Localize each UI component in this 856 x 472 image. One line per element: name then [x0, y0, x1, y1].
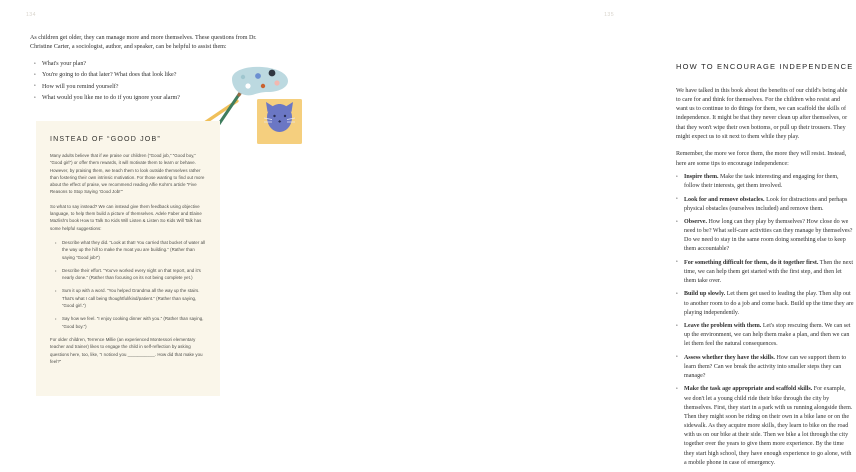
tip-text: How can we support them to learn them? Can we break the activity into smaller steps they can manage? — [684, 354, 847, 380]
list-item: • How will you remind yourself? — [34, 82, 239, 93]
page-number-right: 135 — [604, 12, 614, 18]
intro-paragraph: As children get older, they can manage more and more themselves. These questions from Dr. Christine Carter, a sociologist, author, and speaker, can be helpful to assist them: — [30, 35, 257, 51]
callout-paragraph: So what to say instead? We can instead give them feedback using objective language, to help them build a picture of themselves. Adele Faber and Elaine Mazlish's book How to Talk So Kids Will Listen & Listen So Kids Will Talk has some helpful suggestions: — [50, 203, 202, 231]
section-title: HOW TO ENCOURAGE INDEPENDENCE — [676, 62, 854, 71]
section-intro — [676, 87, 852, 177]
list-item: • Say how we feel. “I enjoy cooking dinner with you.” (Rather than saying, “Good boy.”) — [57, 315, 206, 330]
list-item — [676, 354, 854, 381]
intro-paragraph: We have talked in this book about the benefits of our child's being able to care for and think for themselves. For the children who resist and want us to continue to do things for them, we can scaffold the skills of independence. It might be that they never clean up after themselves, or that they won't wipe their own bottoms, or pull up their trousers. They might expect us to sit next to them while they play. — [676, 88, 848, 140]
left-page — [0, 0, 320, 452]
tip-text: How long can they play by themselves? How close do we need to be? What self-care activities can they manage by themselves? Do we need to stay in the same room doing something else to keep them accountable? — [684, 219, 853, 253]
tip-lead: Assess whether they have the skills. — [684, 354, 775, 361]
list-item — [676, 322, 854, 349]
tip-text: Look for distractions and perhaps physical obstacles (ourselves included) and remove them. — [684, 196, 848, 212]
tip-lead: Observe. — [684, 219, 708, 225]
list-item — [676, 173, 854, 191]
list-item — [676, 218, 854, 255]
list-item: • What's your plan? — [34, 59, 239, 70]
list-item — [676, 196, 854, 214]
tip-text: Let them get used to leading the play. Then slip out to another room to do a job and come back. Build up the time they are playing independently. — [684, 291, 854, 316]
tip-text: For example, we don't let a young child ride their bike through the city by themselves. First, they start in a park with us running alongside them. Then they might soon be riding on their own in a bike lane or on the sidewalk. As they acquire more skills, they learn to bike on the road with us on our bike at their side. Then we bike a lot through the city together over the years to give them more experience. By the time they start high school, they have enough experience to go alone, with a mobile phone in case of emergency. — [684, 386, 853, 466]
tip-text: Then the next time, we can help them get started with the first step, and then let them take over. — [684, 259, 854, 285]
tip-lead: Leave the problem with them. — [684, 323, 762, 330]
right-page — [320, 0, 854, 466]
tip-text: Let's stop rescuing them. We can set up the environment, we can help them make a plan, and then we can let them feel the natural consequences. — [684, 323, 851, 348]
tip-lead: For something difficult for them, do it together first. — [684, 259, 819, 266]
callout-bullet-list — [50, 239, 206, 330]
paint-palette-icon — [232, 67, 288, 95]
tip-lead: Make the task age appropriate and scaffold skills. — [684, 386, 813, 393]
page-number-left: 134 — [26, 12, 36, 18]
tip-text: Make the task interesting and engaging for them, follow their interests, get them involved. — [684, 174, 839, 190]
list-item — [676, 385, 854, 467]
tip-lead: Build up slowly. — [684, 291, 726, 298]
tip-lead: Inspire them. — [684, 174, 719, 180]
callout-paragraph: Many adults believe that if we praise our children (“Good job,” “Good boy,” “Good girl”) or offer them rewards, it will motivate them to learn or behave. However, by praising them, we teach them to look outside themselves rather than fostering their own intrinsic motivation. For those wanting to find out more about the effect of praise, we recommend reading Alfie Kohn's article “Five Reasons to Stop Saying ‘Good Job!’” — [50, 153, 205, 195]
list-item: • You're going to do that later? What does that look like? — [34, 70, 239, 81]
tips-list — [676, 173, 854, 472]
callout-title: INSTEAD OF “GOOD JOB” — [50, 135, 161, 143]
list-item: • What would you like me to do if you ignore your alarm? — [34, 93, 239, 104]
intro-paragraph: Remember, the more we force them, the more they will resist. Instead, here are some tips to encourage independence: — [676, 151, 847, 167]
list-item: • Describe what they did. “Look at that! You carried that bucket of water all the way up the hill to make the moat you are building.” (Rather than saying “Good job!”) — [57, 239, 206, 261]
list-item: • Sum it up with a word. “You helped Grandma all the way up the stairs. That's what I call being thoughtful/kind/patient.” (Rather than saying, “Good girl.”) — [57, 287, 206, 309]
callout-closing-paragraph: For older children, Terrence Millie (an experienced Montessori elementary teacher and trainer) likes to engage the child in self-reflection by asking questions here, too, like, “I noticed you ___________. How did that make you feel?” — [50, 336, 203, 364]
cat-canvas-icon — [257, 99, 302, 144]
tip-lead: Look for and remove obstacles. — [684, 196, 765, 203]
list-item — [676, 259, 854, 286]
list-item: • Describe their effort. “You've worked every night on that report, and it's nearly done.” (Rather than focusing on its not being complete yet.) — [57, 267, 206, 282]
list-item — [676, 290, 854, 317]
callout-box — [36, 121, 220, 396]
